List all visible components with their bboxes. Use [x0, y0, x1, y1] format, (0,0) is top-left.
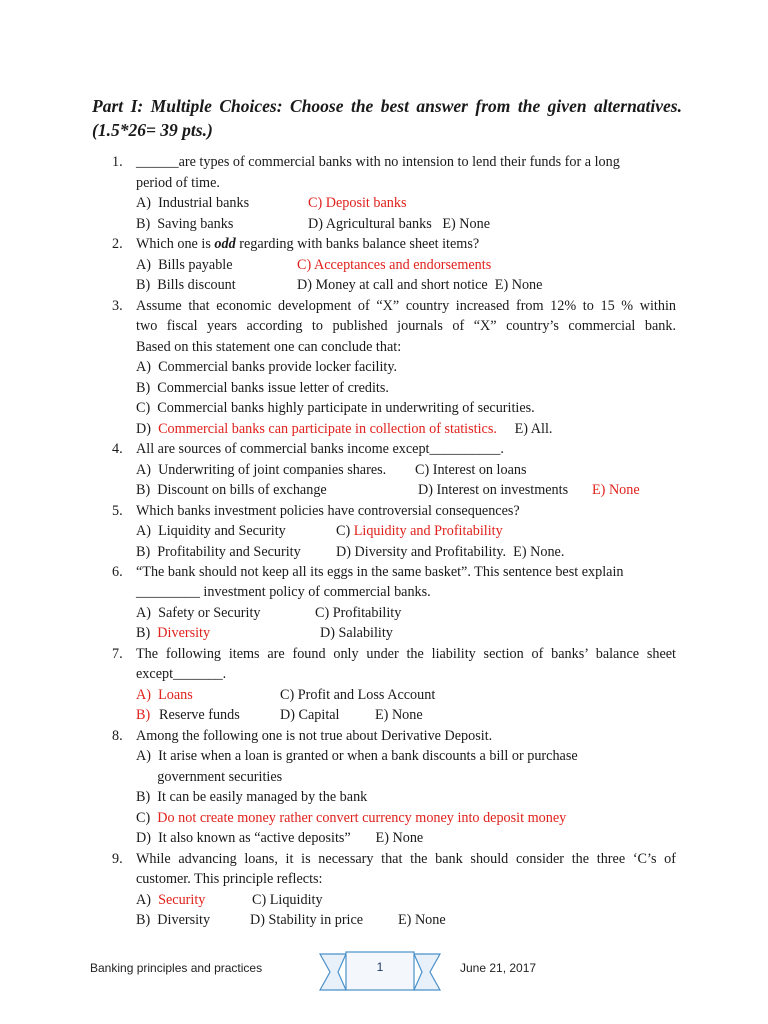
footer-course-title: Banking principles and practices	[90, 961, 263, 975]
option-d: D) Capital	[280, 707, 340, 723]
heading-line-1: Part I: Multiple Choices: Choose the best answer from the given alternatives.	[92, 96, 682, 116]
option-d-e: D) Agricultural banks E) None	[308, 216, 491, 232]
option-a-answer: A) Loans	[136, 687, 193, 703]
option-b: B) Discount on bills of exchange	[136, 482, 327, 498]
option-c: C) Commercial banks highly participate in underwriting of securities.	[136, 400, 535, 416]
question-stem: _________ investment policy of commercial banks.	[136, 584, 431, 600]
option-b: B) Diversity	[136, 912, 211, 928]
question-stem: The following items are found only under the liability section of banks’ balance sheet	[136, 646, 676, 662]
option-c: C) Profit and Loss Account	[280, 687, 436, 703]
option-e: E) None	[375, 707, 423, 723]
question-number: 4.	[112, 441, 123, 457]
question-stem: Which banks investment policies have controversial consequences?	[136, 503, 520, 519]
option-c-answer: Do not create money rather convert currency money into deposit money	[157, 810, 567, 826]
option-b: B) It can be easily managed by the bank	[136, 789, 368, 805]
option-d-e: D) Diversity and Profitability. E) None.	[336, 544, 565, 560]
question-stem: two fiscal years according to published journals of “X” country’s commercial bank.	[136, 318, 676, 334]
option-b-label: B)	[136, 707, 151, 723]
question-stem: period of time.	[136, 175, 220, 191]
option-c: C) Profitability	[315, 605, 402, 621]
question-stem: ______are types of commercial banks with no intension to lend their funds for a long	[136, 154, 620, 170]
question-number: 1.	[112, 154, 123, 170]
option-d-e: D) It also known as “active deposits” E) None	[136, 830, 424, 846]
question-stem: Assume that economic development of “X” country increased from 12% to 15 % within	[136, 298, 676, 314]
option-b: B) Profitability and Security	[136, 544, 301, 560]
option-a-answer: Security	[158, 892, 206, 908]
option-d: D) Salability	[320, 625, 393, 641]
option-c: C) Interest on loans	[415, 462, 527, 478]
question-number: 3.	[112, 298, 123, 314]
option-a: A) Security	[136, 892, 206, 908]
question-number: 7.	[112, 646, 123, 662]
option-b: B) Diversity	[136, 625, 211, 641]
option-d: D) Interest on investments	[418, 482, 569, 498]
option-d-e: D) Commercial banks can participate in collection of statistics. E) All.	[136, 421, 553, 437]
option-c-answer: C) Deposit banks	[308, 195, 407, 211]
option-a: A) Industrial banks	[136, 195, 250, 211]
footer-date: June 21, 2017	[460, 961, 537, 975]
question-number: 9.	[112, 851, 123, 867]
question-number: 5.	[112, 503, 123, 519]
page-number: 1	[376, 960, 384, 974]
option-e-answer: E) None	[592, 482, 640, 498]
question-stem: except_______.	[136, 666, 227, 682]
option-a: A) Underwriting of joint companies shares.	[136, 462, 387, 478]
option-a: A) Commercial banks provide locker facility.	[136, 359, 398, 375]
option-a: A) Liquidity and Security	[136, 523, 286, 539]
option-b-answer: Diversity	[157, 625, 211, 641]
question-stem: “The bank should not keep all its eggs in the same basket”. This sentence best explain	[136, 564, 624, 580]
option-a: A) Safety or Security	[136, 605, 261, 621]
option-a: A) It arise when a loan is granted or when a bank discounts a bill or purchase	[136, 748, 578, 764]
option-b: B) Saving banks	[136, 216, 234, 232]
option-e: E) None	[398, 912, 446, 928]
question-number: 6.	[112, 564, 123, 580]
question-stem: Among the following one is not true about Derivative Deposit.	[136, 728, 493, 744]
option-c: C) Liquidity and Profitability	[336, 523, 503, 539]
option-c: C) Do not create money rather convert currency money into deposit money	[136, 810, 567, 826]
heading-line-2: (1.5*26= 39 pts.)	[92, 120, 213, 140]
option-c: C) Liquidity	[252, 892, 323, 908]
question-stem: While advancing loans, it is necessary that the bank should consider the three ‘C’s of	[136, 851, 676, 867]
option-a: A) Bills payable	[136, 257, 233, 273]
option-c-answer: Liquidity and Profitability	[353, 523, 503, 539]
option-d-e: D) Money at call and short notice E) None	[297, 277, 543, 293]
question-stem: Which one is odd regarding with banks balance sheet items?	[136, 236, 480, 252]
question-number: 8.	[112, 728, 123, 744]
question-number: 2.	[112, 236, 123, 252]
question-stem: All are sources of commercial banks income except__________.	[136, 441, 504, 457]
option-d-answer: Commercial banks can participate in collection of statistics.	[158, 421, 497, 437]
option-c-answer: C) Acceptances and endorsements	[297, 257, 492, 273]
question-stem: Based on this statement one can conclude that:	[136, 339, 402, 355]
question-stem: customer. This principle reflects:	[136, 871, 323, 887]
section-heading	[92, 94, 682, 142]
option-a-cont: government securities	[136, 769, 283, 785]
option-d: D) Stability in price	[250, 912, 364, 928]
option-b: B) Bills discount	[136, 277, 236, 293]
option-b: Reserve funds	[159, 707, 240, 723]
option-b: B) Commercial banks issue letter of credits.	[136, 380, 389, 396]
